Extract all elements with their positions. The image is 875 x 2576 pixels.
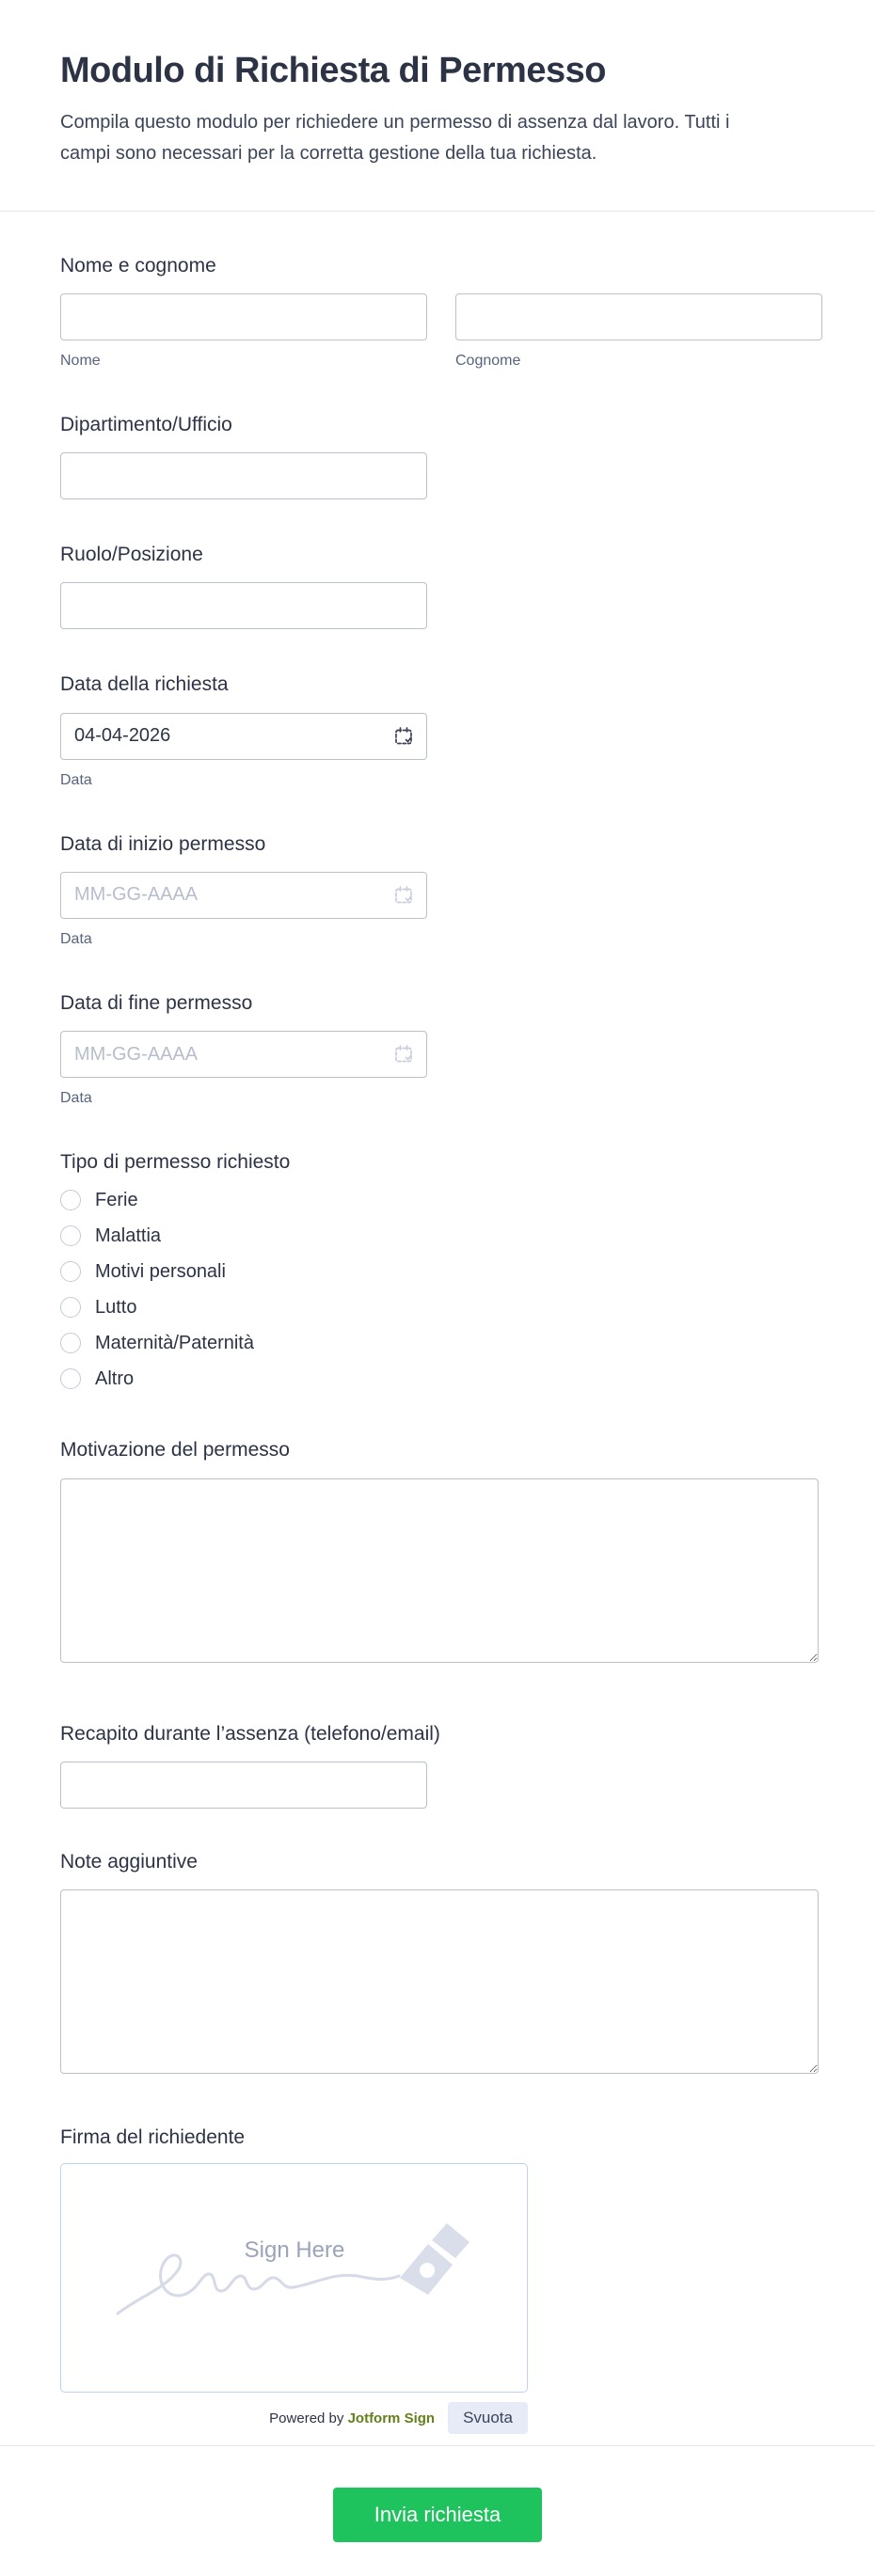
request-date-label: Data della richiesta [60,673,229,696]
first-name-input[interactable] [60,293,427,340]
page-title: Modulo di Richiesta di Permesso [60,51,606,90]
contact-input[interactable] [60,1762,427,1809]
department-label: Dipartimento/Ufficio [60,413,232,435]
form-header [0,0,875,169]
signature-label: Firma del richiedente [60,2126,246,2149]
start-date-input[interactable] [60,872,427,919]
leave-type-option-5[interactable] [60,1331,815,1355]
contact-label: Recapito durante l’assenza (telefono/email) [60,1722,440,1745]
department-input[interactable] [60,452,427,499]
signature-squiggle [118,2255,399,2314]
last-name-sublabel: Cognome [455,352,521,369]
question-fullname [60,254,815,370]
leave-type-option-4[interactable] [60,1295,815,1320]
form-body [0,212,875,2435]
role-label: Ruolo/Posizione [60,544,203,566]
first-name-sublabel: Nome [60,352,101,369]
radio-circle-icon[interactable] [60,1297,81,1318]
leave-type-option-3[interactable] [60,1259,815,1284]
sign-here-placeholder [97,2203,492,2353]
question-notes [60,1850,815,2078]
pen-nib-icon [400,2223,469,2295]
jotform-sign-brand: Jotform Sign [347,2410,436,2426]
sign-here-text: Sign Here [244,2237,344,2264]
question-request-date [60,672,815,788]
radio-circle-icon[interactable] [60,1261,81,1282]
request-date-sublabel: Data [60,771,92,788]
role-input[interactable] [60,582,427,629]
leave-type-label: Tipo di permesso richiesto [60,1151,291,1174]
form-description: Compila questo modulo per richiedere un permesso di assenza dal lavoro. Tutti i campi sono necessari per la corretta gestione della tua richiesta. [60,111,730,164]
fullname-label: Nome e cognome [60,254,216,277]
radio-circle-icon[interactable] [60,1333,81,1353]
question-signature [60,2126,815,2434]
start-date-sublabel: Data [60,930,92,947]
question-contact [60,1722,815,1809]
question-department [60,413,815,499]
question-start-date [60,832,815,948]
form-footer [0,2445,875,2542]
question-end-date [60,991,815,1107]
radio-option-label: Motivi personali [95,1261,226,1283]
powered-by-text: Powered by Jotform Sign [269,2410,436,2426]
leave-type-option-1[interactable] [60,1188,815,1212]
last-name-input[interactable] [455,293,822,340]
question-leave-type [60,1150,815,1391]
radio-option-label: Ferie [95,1190,138,1211]
end-date-sublabel: Data [60,1090,92,1107]
leave-type-options [60,1188,815,1391]
radio-option-label: Lutto [95,1297,137,1319]
notes-label: Note aggiuntive [60,1850,198,1873]
signature-pad[interactable] [60,2163,528,2393]
radio-circle-icon[interactable] [60,1190,81,1210]
start-date-label: Data di inizio permesso [60,832,266,855]
submit-button[interactable]: Invia richiesta [333,2488,542,2542]
radio-circle-icon[interactable] [60,1368,81,1389]
radio-option-label: Altro [95,1368,135,1390]
notes-textarea[interactable] [60,1889,819,2074]
radio-option-label: Malattia [95,1225,162,1247]
signature-clear-button[interactable]: Svuota [448,2402,528,2434]
leave-type-option-2[interactable] [60,1224,815,1248]
end-date-label: Data di fine permesso [60,991,253,1014]
reason-textarea[interactable] [60,1478,819,1663]
radio-circle-icon[interactable] [60,1225,81,1246]
reason-label: Motivazione del permesso [60,1439,290,1462]
request-date-input[interactable] [60,713,427,760]
question-role [60,543,815,629]
leave-type-option-6[interactable] [60,1367,815,1391]
radio-option-label: Maternità/Paternità [95,1333,254,1354]
end-date-input[interactable] [60,1031,427,1078]
signature-footer [60,2402,528,2434]
question-reason [60,1438,815,1667]
